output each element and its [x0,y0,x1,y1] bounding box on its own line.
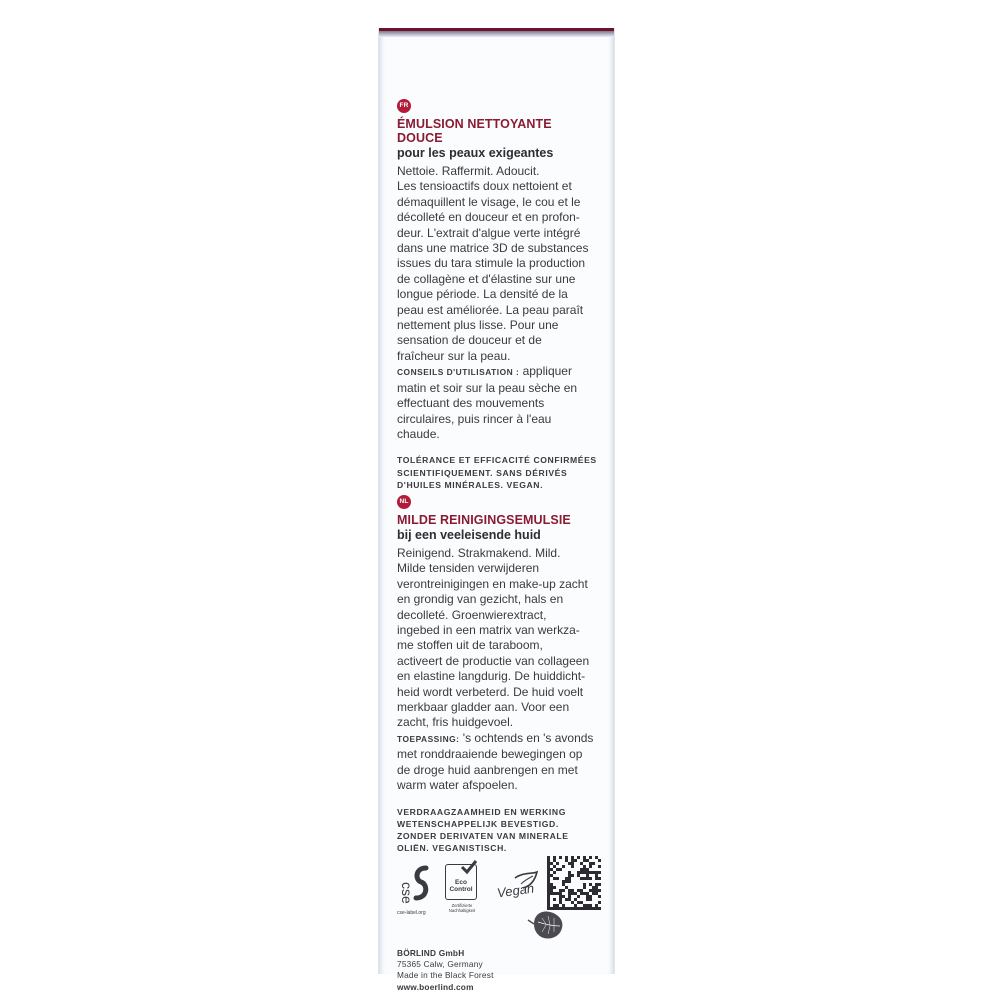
usage-text-nl: 's ochtends en 's avonds met ronddraaiende bewegingen op de droge huid aanbrengen en met warm water afspoelen. [397,730,594,793]
product-title-fr-line1: ÉMULSION NETTOYANTE [397,117,552,131]
claims-fr: TOLÉRANCE ET EFFICACITÉ CONFIRMÉES SCIENTIFIQUEMENT. SANS DÉRIVÉS D'HUILES MINÉRALES. VEGAN. [397,455,597,490]
eco-control-logo [445,864,485,916]
section-dutch [397,490,605,854]
cse-caption: cse-label.org [397,910,426,916]
data-matrix-code [547,856,601,910]
eco-caption-line1: Zertifizierte [451,903,473,908]
vegan-logo [497,870,541,906]
data-matrix-icon [547,856,601,910]
product-subtitle-fr: pour les peaux exigeantes [397,146,554,160]
company-name: BÖRLIND GmbH [397,948,465,958]
usage-text-fr: appliquer matin et soir sur la peau sèche en effectuant des mouvements circulaires, puis rincer à l'eau chaude. [397,364,578,441]
eco-label-line1: Eco [455,879,467,886]
cse-logo [397,862,431,916]
checkmark-icon [460,859,478,875]
description-nl: Reinigend. Strakmakend. Mild. Milde tensiden verwijderen verontreinigingen en make-up zacht en grondig van gezicht, hals en decolleté. Groenwierextract, ingebed in een matrix van werkza- me stoffen uit de taraboom, activeert de productie van collageen en elastine langdurig. De huiddicht- heid wordt verbeterd. De huid voelt merkbaar gladder aan. Voor een zacht, fris huidgevoel. [397,546,590,730]
company-made-in: Made in the Black Forest [397,970,494,981]
section-french [397,94,605,491]
eco-caption [445,903,479,913]
eco-label-line2: Control [449,886,473,893]
product-subtitle-nl: bij een veeleisende huid [397,528,541,542]
product-title-nl: MILDE REINIGINGSEMULSIE [397,513,571,527]
product-title-fr [397,117,605,145]
svg-text:cse: cse [399,882,415,904]
language-badge-nl: NL [397,495,411,509]
usage-instructions-nl [397,731,605,794]
claims-nl: VERDRAAGZAAMHEID EN WERKING WETENSCHAPPELIJK BEVESTIGD. ZONDER DERIVATEN VAN MINERALE OLIËN. VEGANISTISCH. [397,806,569,854]
usage-instructions-fr [397,364,605,442]
eco-caption-line2: Nachhaltigkeit [448,908,476,913]
cse-logo-icon [397,862,431,904]
company-url: www.boerlind.com [397,981,474,992]
certification-logos [397,856,605,916]
vegan-text: Vegan [496,880,535,901]
usage-label-nl: TOEPASSING: [397,733,460,744]
product-title-fr-line2: DOUCE [397,131,443,145]
box-top-accent-stripe [379,28,614,31]
birch-leaf-icon [528,906,566,942]
eco-control-label [444,879,478,893]
product-box-side-panel [378,28,615,992]
language-badge-fr: FR [397,99,411,113]
usage-label-fr: CONSEILS D'UTILISATION : [397,367,520,378]
company-info [397,948,494,993]
eco-control-frame [445,864,477,900]
company-address: 75365 Calw, Germany [397,959,483,970]
description-fr: Nettoie. Raffermit. Adoucit. Les tensioactifs doux nettoient et démaquillent le visage, le cou et le décolleté en douceur et en profon- deur. L'extrait d'algue verte intégré dans une matrice 3D de substances issues du tara stimule la production de collagène et d'élastine sur une longue période. La densité de la peau est améliorée. La peau paraît nettement plus lisse. Pour une sensation de douceur et de fraîcheur sur la peau. [397,164,589,363]
